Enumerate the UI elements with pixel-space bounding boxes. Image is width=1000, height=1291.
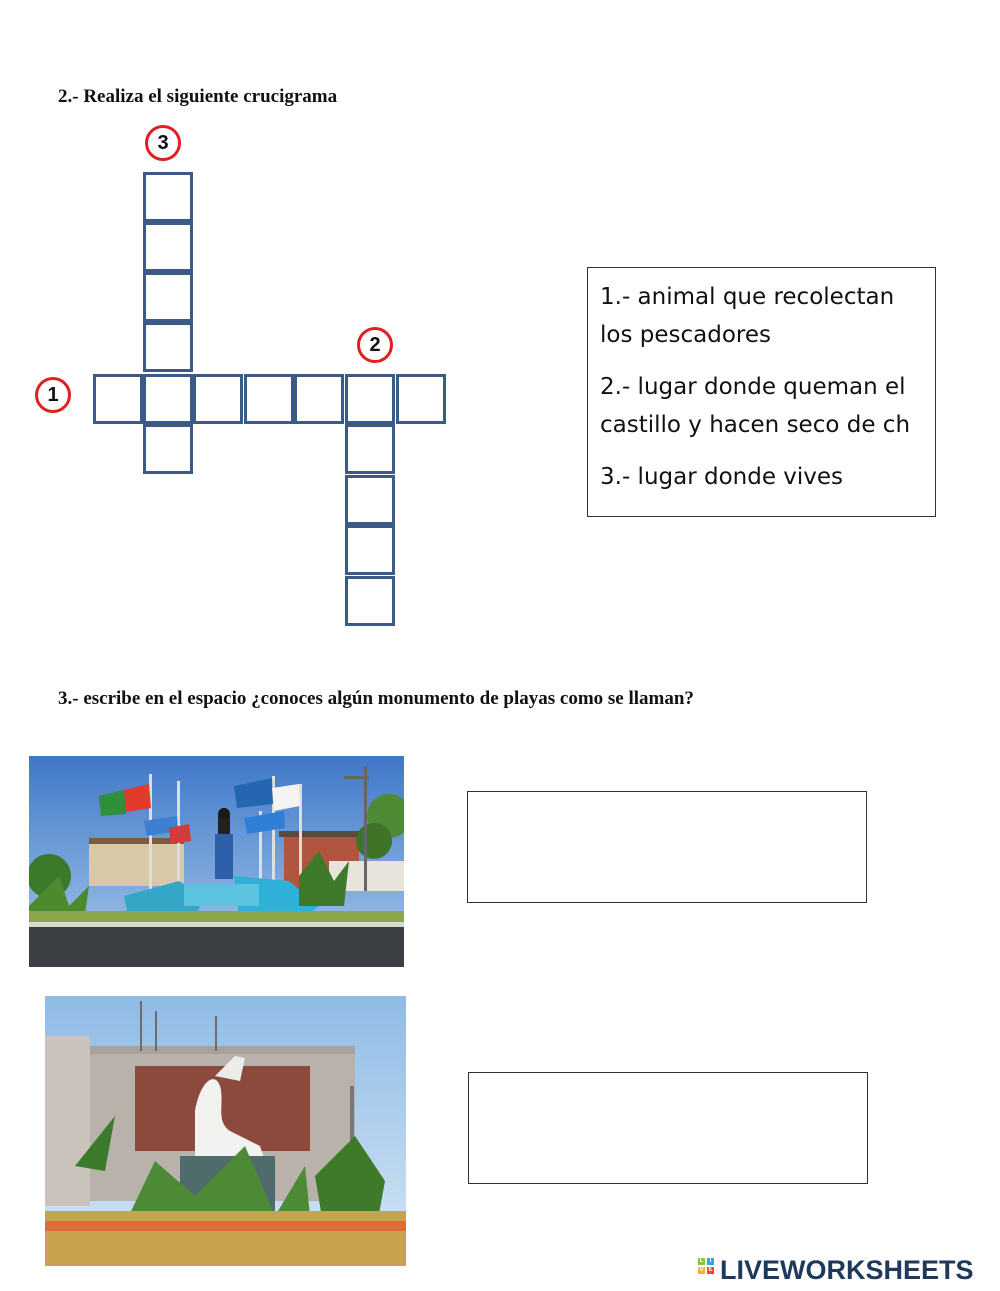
crossword-cell[interactable] xyxy=(143,374,193,424)
logo-letter: I xyxy=(707,1258,714,1265)
crossword-cell[interactable] xyxy=(143,172,193,222)
crossword-cell[interactable] xyxy=(294,374,344,424)
crossword-cell[interactable] xyxy=(143,272,193,322)
logo-letter: V xyxy=(699,1267,704,1273)
brand-name: LIVEWORKSHEETS xyxy=(720,1254,974,1285)
logo-letter: L xyxy=(699,1258,704,1264)
crossword-cell[interactable] xyxy=(345,424,395,474)
crossword-cell[interactable] xyxy=(193,374,243,424)
clue-1: 1.- animal que recolectan los pescadores xyxy=(600,284,895,348)
crossword-cell[interactable] xyxy=(143,322,193,372)
clues-box xyxy=(587,267,936,517)
answer-box-1[interactable] xyxy=(467,791,867,903)
crossword-cell[interactable] xyxy=(345,475,395,525)
crossword-cell[interactable] xyxy=(345,576,395,626)
liveworksheets-logo xyxy=(698,1255,974,1285)
monument-photo-1 xyxy=(29,756,404,967)
logo-grid-icon xyxy=(698,1258,716,1282)
crossword-cell[interactable] xyxy=(244,374,294,424)
crossword-cell[interactable] xyxy=(143,222,193,272)
crossword-cell[interactable] xyxy=(143,424,193,474)
section-2-heading: 2.- Realiza el siguiente crucigrama xyxy=(58,86,338,107)
clue-2: 2.- lugar donde queman el castillo y hacen seco de ch xyxy=(600,374,911,438)
logo-letter: E xyxy=(708,1267,713,1273)
crossword-cell[interactable] xyxy=(345,525,395,575)
crossword-cell[interactable] xyxy=(345,374,395,424)
clue-3: 3.- lugar donde vives xyxy=(600,464,844,490)
crossword-cell[interactable] xyxy=(93,374,143,424)
monument-photo-2 xyxy=(45,996,406,1266)
clue-number-3: 3 xyxy=(145,125,181,161)
answer-box-2[interactable] xyxy=(468,1072,868,1184)
section-3-heading: 3.- escribe en el espacio ¿conoces algún monumento de playas como se llaman? xyxy=(58,688,694,709)
clue-number-1: 1 xyxy=(35,377,71,413)
clue-number-2: 2 xyxy=(357,327,393,363)
crossword-cell[interactable] xyxy=(396,374,446,424)
